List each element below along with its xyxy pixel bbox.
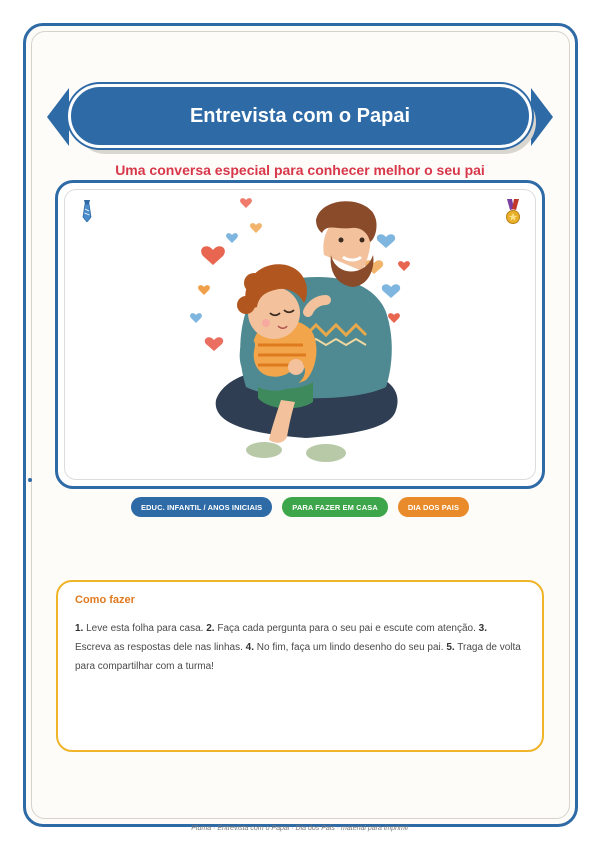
father-hugging-child-illustration [186, 195, 416, 475]
title-banner [68, 84, 532, 148]
medal-icon [505, 199, 521, 230]
step-text: No fim, faça um lindo desenho do seu pai. [256, 642, 444, 653]
step-number: 4. [245, 642, 254, 653]
page-title: Entrevista com o Papai [189, 104, 411, 127]
instructions-title: Como fazer [75, 594, 135, 606]
tag-list [0, 497, 600, 517]
page-footer: Pluma · Entrevista com o Papai · Dia dos Pais · material para imprimir [191, 825, 409, 832]
step-text: Leve esta folha para casa. [86, 623, 204, 634]
step-number: 3. [478, 623, 487, 634]
illustration-panel [55, 180, 545, 489]
banner-ribbon-left [47, 88, 69, 146]
step-text: Escreva as respostas dele nas linhas. [75, 642, 243, 653]
tag-occasion: DIA DOS PAIS [398, 497, 469, 517]
tag-homework: PARA FAZER EM CASA [282, 497, 388, 517]
page-subtitle: Uma conversa especial para conhecer melhor o seu pai [115, 162, 485, 178]
step-number: 2. [206, 623, 215, 634]
step-number: 5. [446, 642, 455, 653]
step-text: Faça cada pergunta para o seu pai e escute com atenção. [217, 623, 476, 634]
instructions-box [56, 580, 544, 752]
necktie-icon [82, 200, 92, 227]
instructions-text [75, 619, 525, 676]
side-dot [28, 478, 32, 482]
tag-grade-level: EDUC. INFANTIL / ANOS INICIAIS [131, 497, 272, 517]
step-text: Traga de volta para compartilhar com a turma! [75, 642, 521, 672]
step-number: 1. [75, 623, 84, 634]
